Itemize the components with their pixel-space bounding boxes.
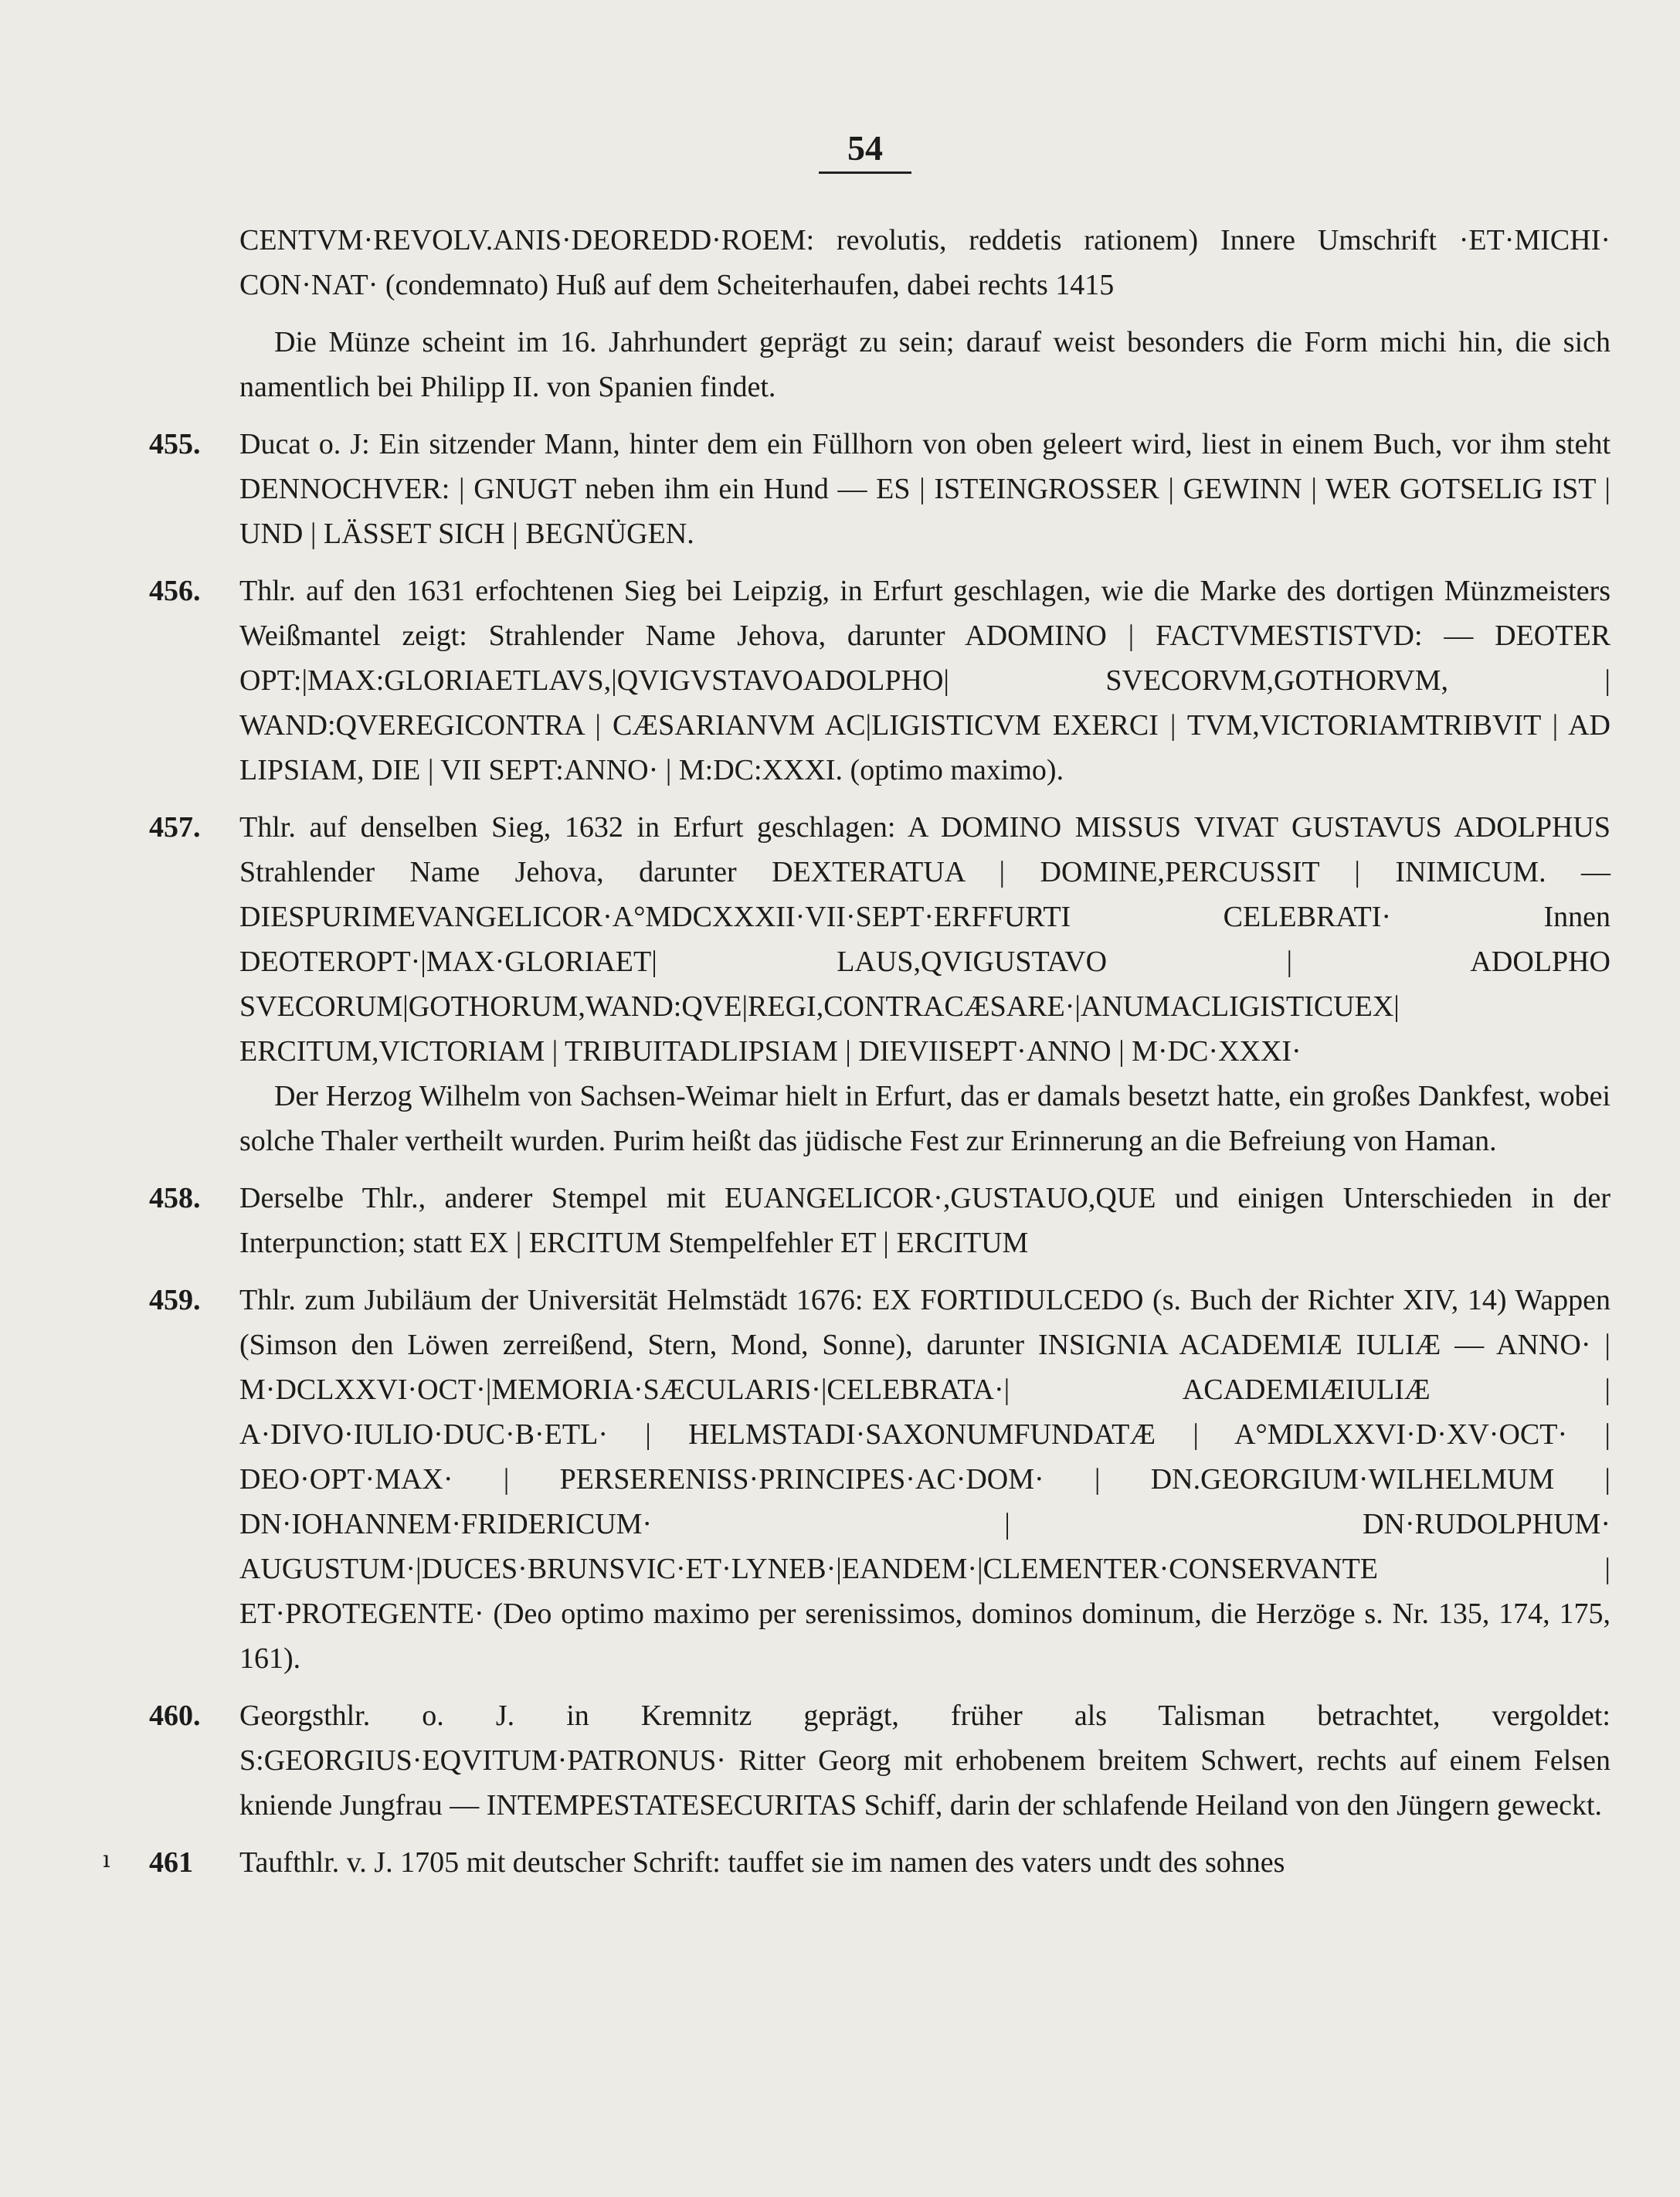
entry-text: Thlr. auf denselben Sieg, 1632 in Erfurt geschlagen: A DOMINO MISSUS VIVAT GUSTAVUS ADOLPHUS Strahlender Name Jehova, darunter DEXTERATUA | DOMINE,PERCUSSIT | INIMICUM. — DIESPURIMEVANGELICOR·A°MDCXXXII·VII·SEPT·ERFFURTI CELEBRATI· Innen DEOTEROPT·|MAX·GLORIAET| LAUS,QVIGUSTAVO | ADOLPHO SVECORUM|GOTHORUM,WAND:QVE|REGI,CONTRACÆSARE·|ANUMACLIGISTICUEX| ERCITUM,VICTORIAM | TRIBUITADLIPSIAM | DIEVIISEPT·ANNO | M·DC·XXXI· xyxy=(239,811,1610,1068)
page-number: 54 xyxy=(819,127,911,174)
entry-text: Taufthlr. v. J. 1705 mit deutscher Schrift: tauffet sie im namen des vaters undt des sohnes xyxy=(239,1846,1285,1879)
entry-number: 460. xyxy=(149,1700,201,1732)
entry-number: 455. xyxy=(149,428,201,460)
entry-number: 456. xyxy=(149,575,201,607)
entry-457 xyxy=(149,805,1610,1163)
entry-461 xyxy=(149,1840,1610,1885)
entry-text: Derselbe Thlr., anderer Stempel mit EUANGELICOR·,GUSTAUO,QUE und einigen Unterschieden in der Interpunction; statt EX | ERCITUM Stempelfehler ET | ERCITUM xyxy=(239,1182,1610,1259)
intro-text: CENTVM·REVOLV.ANIS·DEOREDD·ROEM: revolutis, reddetis rationem) Innere Umschrift ·ET·MICHI· CON·NAT· (condemnato) Huß auf dem Scheiterhaufen, dabei rechts 1415 xyxy=(239,224,1610,301)
entry-number: 459. xyxy=(149,1284,201,1316)
intro-paragraph xyxy=(158,218,1610,307)
margin-mark: ı xyxy=(103,1846,110,1873)
entry-note: Der Herzog Wilhelm von Sachsen-Weimar hielt in Erfurt, das er damals besetzt hatte, ein großes Dankfest, wobei solche Thaler vertheilt wurden. Purim heißt das jüdische Fest zur Erinnerung an die Befreiung von Haman. xyxy=(239,1080,1610,1157)
entry-number: 458. xyxy=(149,1182,201,1214)
entry-number: 461 xyxy=(149,1846,193,1879)
entry-456 xyxy=(149,569,1610,793)
document-body xyxy=(149,218,1610,1897)
intro-note-text: Die Münze scheint im 16. Jahrhundert geprägt zu sein; darauf weist besonders die Form michi hin, die sich namentlich bei Philipp II. von Spanien findet. xyxy=(239,326,1610,403)
entry-459 xyxy=(149,1278,1610,1681)
entry-460 xyxy=(149,1693,1610,1828)
entry-text: Thlr. zum Jubiläum der Universität Helmstädt 1676: EX FORTIDULCEDO (s. Buch der Richter XIV, 14) Wappen (Simson den Löwen zerreißend, Stern, Mond, Sonne), darunter INSIGNIA ACADEMIÆ IULIÆ — ANNO· | M·DCLXXVI·OCT·|MEMORIA·SÆCULARIS·|CELEBRATA·| ACADEMIÆIULIÆ | A·DIVO·IULIO·DUC·B·ETL· | HELMSTADI·SAXONUMFUNDATÆ | A°MDLXXVI·D·XV·OCT· | DEO·OPT·MAX· | PERSERENISS·PRINCIPES·AC·DOM· | DN.GEORGIUM·WILHELMUM | DN·IOHANNEM·FRIDERICUM· | DN·RUDOLPHUM· AUGUSTUM·|DUCES·BRUNSVIC·ET·LYNEB·|EANDEM·|CLEMENTER·CONSERVANTE | ET·PROTEGENTE· (Deo optimo maximo per serenissimos, dominos dominum, die Herzöge s. Nr. 135, 174, 175, 161). xyxy=(239,1284,1610,1675)
entry-text: Ducat o. J: Ein sitzender Mann, hinter dem ein Füllhorn von oben geleert wird, liest in einem Buch, vor ihm steht DENNOCHVER: | GNUGT neben ihm ein Hund — ES | ISTEINGROSSER | GEWINN | WER GOTSELIG IST | UND | LÄSSET SICH | BEGNÜGEN. xyxy=(239,428,1610,550)
intro-note xyxy=(158,320,1610,409)
entry-458 xyxy=(149,1176,1610,1265)
entry-455 xyxy=(149,422,1610,556)
entry-text: Georgsthlr. o. J. in Kremnitz geprägt, früher als Talisman betrachtet, vergoldet: S:GEORGIUS·EQVITUM·PATRONUS· Ritter Georg mit erhobenem breitem Schwert, rechts auf einem Felsen kniende Jungfrau — INTEMPESTATESECURITAS Schiff, darin der schlafende Heiland von den Jüngern geweckt. xyxy=(239,1700,1610,1822)
entry-text: Thlr. auf den 1631 erfochtenen Sieg bei Leipzig, in Erfurt geschlagen, wie die Marke des dortigen Münzmeisters Weißmantel zeigt: Strahlender Name Jehova, darunter ADOMINO | FACTVMESTISTVD: — DEOTER OPT:|MAX:GLORIAETLAVS,|QVIGVSTAVOADOLPHO| SVECORVM,GOTHORVM, | WAND:QVEREGICONTRA | CÆSARIANVM AC|LIGISTICVM EXERCI | TVM,VICTORIAMTRIBVIT | AD LIPSIAM, DIE | VII SEPT:ANNO· | M:DC:XXXI. (optimo maximo). xyxy=(239,575,1610,786)
entry-number: 457. xyxy=(149,811,201,844)
